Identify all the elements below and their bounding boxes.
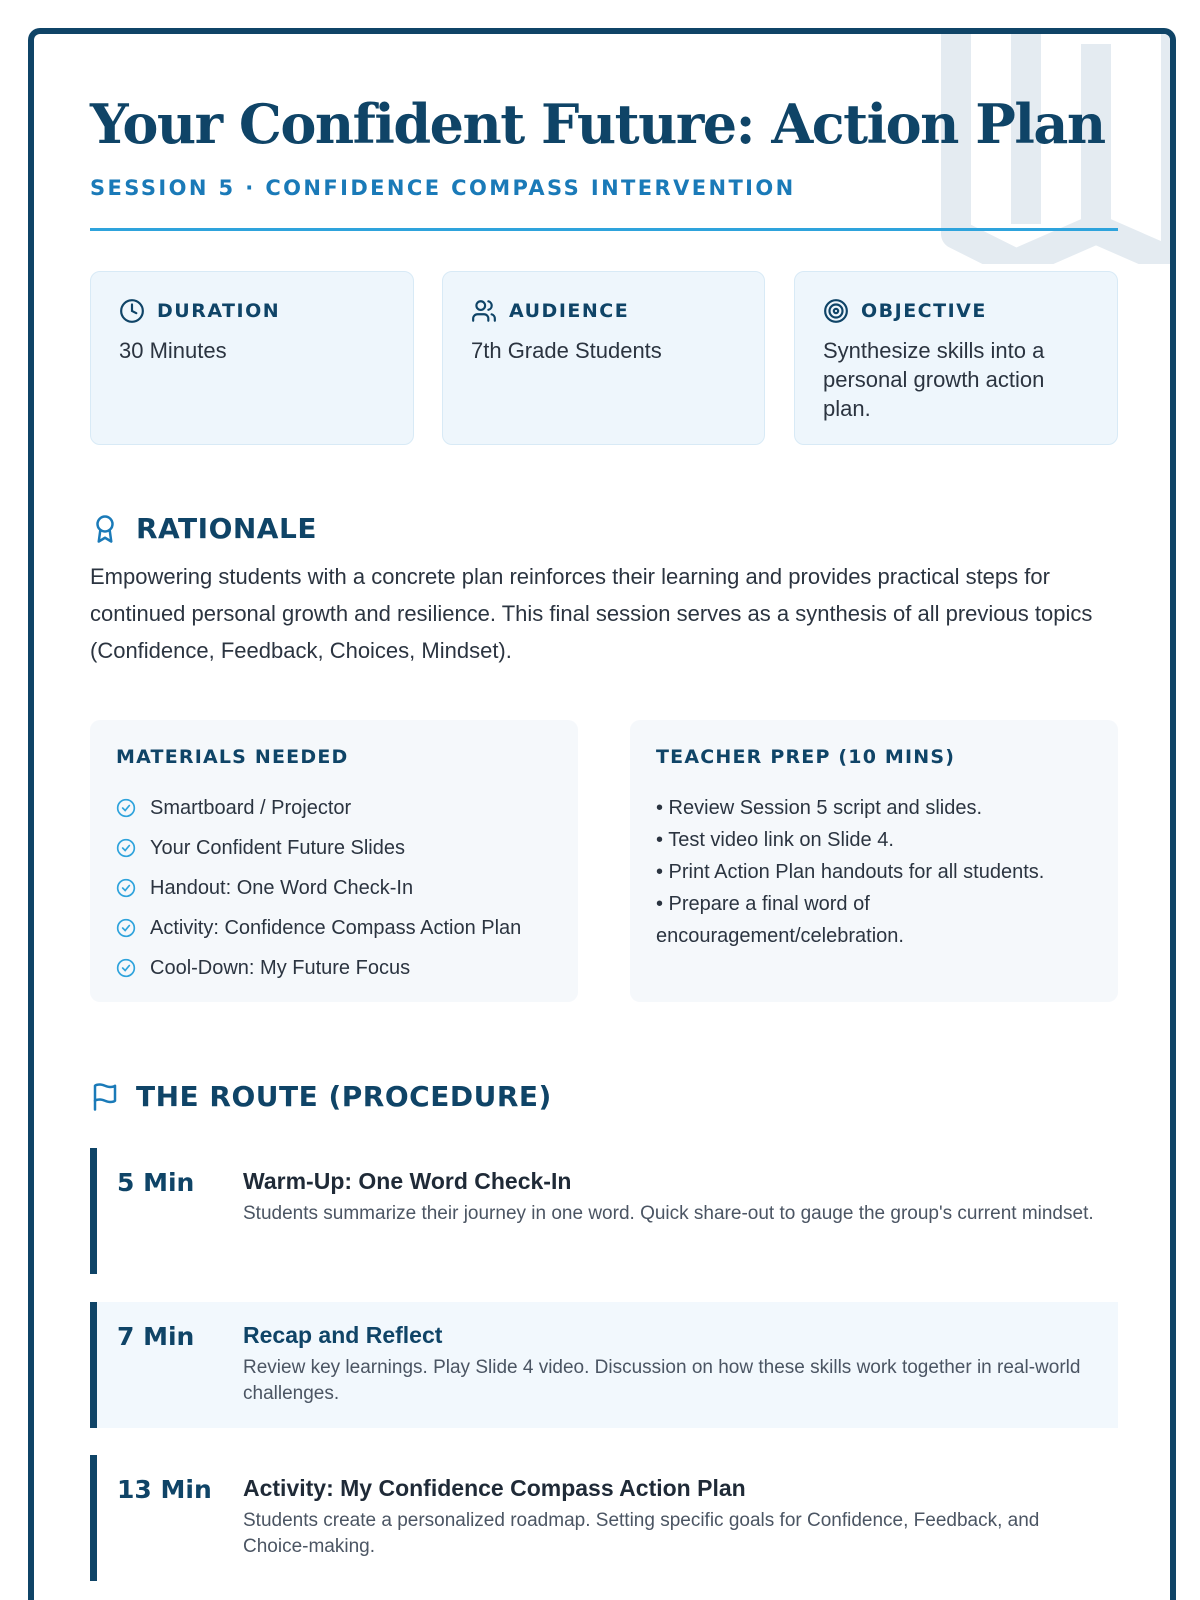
info-value: 30 Minutes xyxy=(119,338,227,363)
procedure-step xyxy=(90,1455,1118,1581)
info-card-objective xyxy=(794,271,1118,445)
info-card-duration xyxy=(90,271,414,445)
list-item: • Review Session 5 script and slides. xyxy=(656,797,983,819)
procedure-step xyxy=(90,1302,1118,1428)
info-value: Synthesize skills into a personal growth action plan. xyxy=(823,338,1045,421)
list-item: Your Confident Future Slides xyxy=(116,828,552,868)
award-ribbon-icon xyxy=(90,513,120,545)
lesson-plan-card xyxy=(28,28,1176,1600)
step-title: Activity: My Confidence Compass Action Plan xyxy=(243,1475,746,1501)
step-description: Review key learnings. Play Slide 4 video. Discussion on how these skills work together in real-world challenges. xyxy=(243,1357,1081,1404)
rationale-heading xyxy=(90,512,317,545)
materials-list xyxy=(116,788,552,988)
check-circle-icon xyxy=(116,798,136,818)
step-description: Students summarize their journey in one word. Quick share-out to gauge the group's current mindset. xyxy=(243,1203,1094,1224)
procedure-heading xyxy=(90,1080,552,1113)
users-icon xyxy=(471,298,497,324)
list-item: Cool-Down: My Future Focus xyxy=(116,948,552,988)
step-duration: 5 Min xyxy=(117,1168,195,1197)
page-title: Your Confident Future: Action Plan xyxy=(90,92,1105,156)
materials-heading: MATERIALS NEEDED xyxy=(116,746,349,768)
check-circle-icon xyxy=(116,918,136,938)
materials-panel xyxy=(90,720,578,1002)
info-card-audience xyxy=(442,271,765,445)
teacher-prep-list xyxy=(656,792,1092,952)
step-duration: 7 Min xyxy=(117,1322,195,1351)
list-item: • Test video link on Slide 4. xyxy=(656,829,894,851)
step-title: Recap and Reflect xyxy=(243,1322,443,1348)
list-item: Smartboard / Projector xyxy=(116,788,552,828)
list-item: • Print Action Plan handouts for all students. xyxy=(656,861,1045,883)
info-label: DURATION xyxy=(157,300,281,322)
section-title: RATIONALE xyxy=(136,512,317,545)
clock-icon xyxy=(119,298,145,324)
teacher-prep-heading: TEACHER PREP (10 MINS) xyxy=(656,746,956,768)
step-description: Students create a personalized roadmap. Setting specific goals for Confidence, Feedback, and Choice-making. xyxy=(243,1510,1040,1557)
check-circle-icon xyxy=(116,838,136,858)
list-item: Activity: Confidence Compass Action Plan xyxy=(116,908,552,948)
procedure-step xyxy=(90,1148,1118,1274)
step-title: Warm-Up: One Word Check-In xyxy=(243,1168,572,1194)
section-title: THE ROUTE (PROCEDURE) xyxy=(136,1080,552,1113)
info-label: OBJECTIVE xyxy=(861,300,987,322)
check-circle-icon xyxy=(116,958,136,978)
info-label: AUDIENCE xyxy=(509,300,630,322)
flag-icon xyxy=(90,1081,120,1113)
rationale-text: Empowering students with a concrete plan reinforces their learning and provides practical steps for continued personal growth and resilience. This final session serves as a synthesis of all previous topics (Confidence, Feedback, Choices, Mindset). xyxy=(90,564,1093,663)
page-subtitle: SESSION 5 · CONFIDENCE COMPASS INTERVENTION xyxy=(90,176,796,200)
teacher-prep-panel xyxy=(630,720,1118,1002)
target-icon xyxy=(823,298,849,324)
step-duration: 13 Min xyxy=(117,1475,212,1504)
check-circle-icon xyxy=(116,878,136,898)
list-item: • Prepare a final word of encouragement/celebration. xyxy=(656,893,904,947)
info-value: 7th Grade Students xyxy=(471,338,662,363)
list-item: Handout: One Word Check-In xyxy=(116,868,552,908)
header-divider xyxy=(90,228,1118,231)
